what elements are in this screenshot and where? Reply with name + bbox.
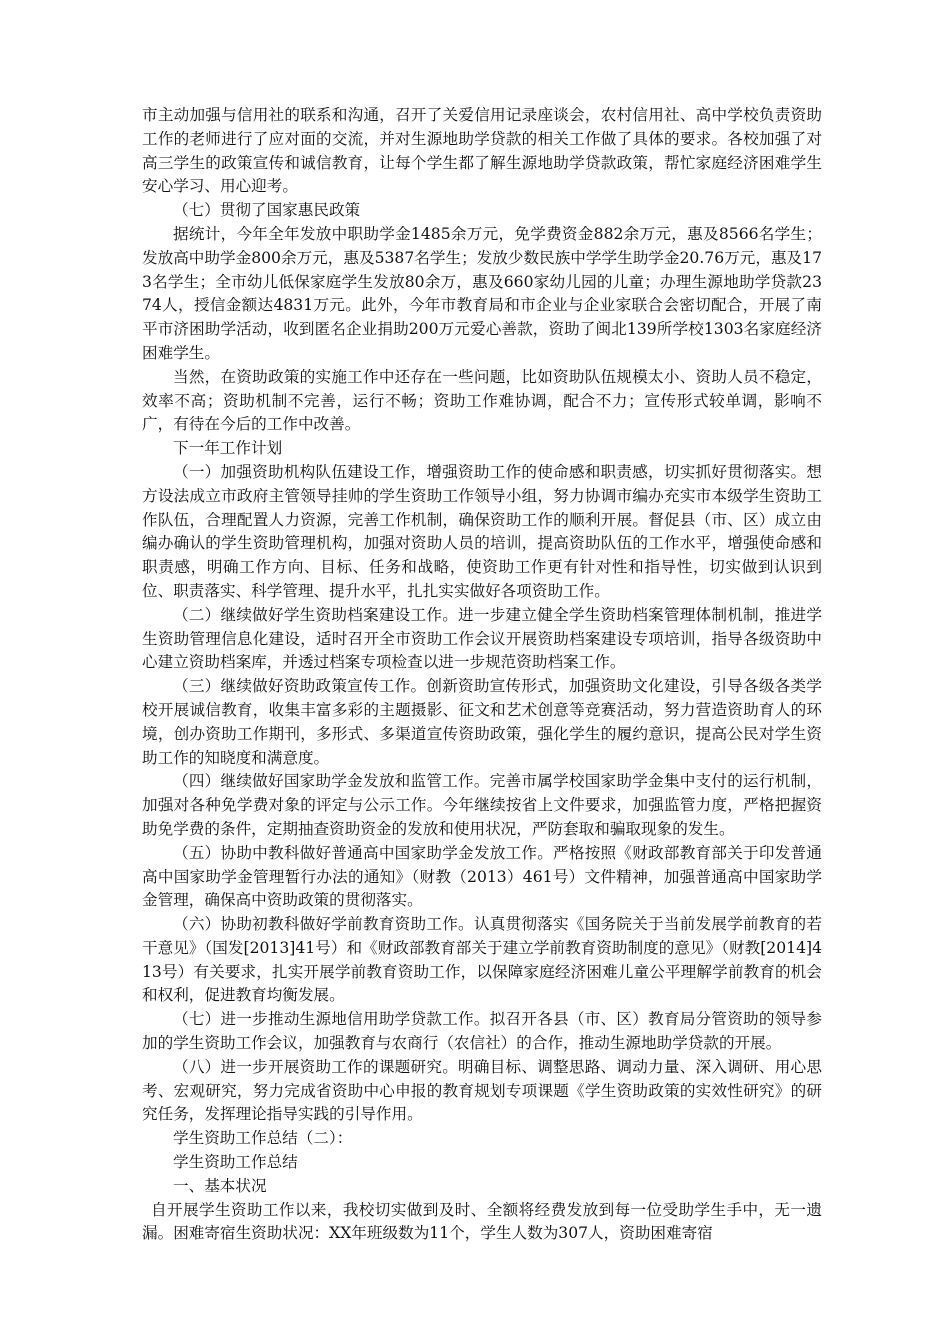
document-title: 学生资助工作总结 (173, 1153, 298, 1172)
paragraph: （六）协助初教科做好学前教育资助工作。认真贯彻落实《国务院关于当前发展学前教育的若干意见》（国发[2013]41号）和《财政部教育部关于建立学前教育资助制度的意见》（财教[2014]413号）有关要求，扎实开展学前教育资助工作，以保障家庭经济困难儿童公平理解学前教育的机会和权利，促进教育均衡发展。 (142, 915, 822, 1005)
section-heading: 一、基本状况 (173, 1176, 267, 1195)
section-heading: 学生资助工作总结（二）： (173, 1129, 353, 1148)
document-body (142, 104, 822, 1246)
paragraph: （二）继续做好学生资助档案建设工作。进一步建立健全学生资助档案管理体制机制，推进学生资助管理信息化建设，适时召开全市资助工作会议开展资助档案建设专项培训，指导各级资助中心建立资助档案库，并透过档案专项检查以进一步规范资助档案工作。 (142, 605, 822, 672)
paragraph: （三）继续做好资助政策宣传工作。创新资助宣传形式，加强资助文化建设，引导各级各类学校开展诚信教育，收集丰富多彩的主题摄影、征文和艺术创意等竞赛活动，努力营造资助育人的环境，创办资助工作期刊，多形式、多渠道宣传资助政策，强化学生的履约意识，提高公民对学生资助工作的知晓度和满意度。 (142, 677, 822, 767)
section-heading: （七）贯彻了国家惠民政策 (173, 201, 361, 220)
paragraph: （四）继续做好国家助学金发放和监管工作。完善市属学校国家助学金集中支付的运行机制，加强对各种免学费对象的评定与公示工作。今年继续按省上文件要求，加强监管力度，严格把握资助免学费的条件，定期抽查资助资金的发放和使用状况，严防套取和骗取现象的发生。 (142, 772, 822, 838)
paragraph: （一）加强资助机构队伍建设工作，增强资助工作的使命感和职责感，切实抓好贯彻落实。想方设法成立市政府主管领导挂帅的学生资助工作领导小组，努力协调市编办充实市本级学生资助工作队伍，合理配置人力资源，完善工作机制，确保资助工作的顺利开展。督促县（市、区）成立由编办确认的学生资助管理机构，加强对资助人员的培训，提高资助队伍的工作水平，增强使命感和职责感，明确工作方向、目标、任务和战略，使资助工作更有针对性和指导性，切实做到认识到位、职责落实、科学管理、提升水平，扎扎实实做好各项资助工作。 (142, 462, 822, 600)
paragraph: 自开展学生资助工作以来，我校切实做到及时、全额将经费发放到每一位受助学生手中，无一遗漏。困难寄宿生资助状况：XX年班级数为11个，学生人数为307人，资助困难寄宿 (142, 1200, 822, 1243)
section-heading: 下一年工作计划 (173, 439, 283, 458)
paragraph: （五）协助中教科做好普通高中国家助学金发放工作。严格按照《财政部教育部关于印发普通高中国家助学金管理暂行办法的通知》（财教（2013）461号）文件精神，加强普通高中国家助学金管理，确保高中资助政策的贯彻落实。 (142, 843, 822, 910)
paragraph: （七）进一步推动生源地信用助学贷款工作。拟召开各县（市、区）教育局分管资助的领导参加的学生资助工作会议，加强教育与农商行（农信社）的合作，推动生源地助学贷款的开展。 (142, 1010, 822, 1053)
paragraph: 据统计，今年全年发放中职助学金1485余万元，免学费资金882余万元，惠及8566名学生；发放高中助学金800余万元，惠及5387名学生；发放少数民族中学学生助学金20.76万元，惠及173名学生；全市幼儿低保家庭学生发放80余万，惠及660家幼儿园的儿童；办理生源地助学贷款2374人，授信金额达4831万元。此外，今年市教育局和市企业与企业家联合会密切配合，开展了南平市济困助学活动，收到匿名企业捐助200万元爱心善款，资助了闽北139所学校1303名家庭经济困难学生。 (142, 224, 822, 362)
paragraph: （八）进一步开展资助工作的课题研究。明确目标、调整思路、调动力量、深入调研、用心思考、宏观研究，努力完成省资助中心申报的教育规划专项课题《学生资助政策的实效性研究》的研究任务，发挥理论指导实践的引导作用。 (142, 1057, 822, 1124)
paragraph: 市主动加强与信用社的联系和沟通，召开了关爱信用记录座谈会，农村信用社、高中学校负责资助工作的老师进行了应对面的交流，并对生源地助学贷款的相关工作做了具体的要求。各校加强了对高三学生的政策宣传和诚信教育，让每个学生都了解生源地助学贷款政策，帮忙家庭经济困难学生安心学习、用心迎考。 (142, 106, 822, 196)
paragraph: 当然，在资助政策的实施工作中还存在一些问题，比如资助队伍规模太小、资助人员不稳定，效率不高；资助机制不完善，运行不畅；资助工作难协调，配合不力；宣传形式较单调，影响不广，有待在今后的工作中改善。 (142, 367, 822, 434)
